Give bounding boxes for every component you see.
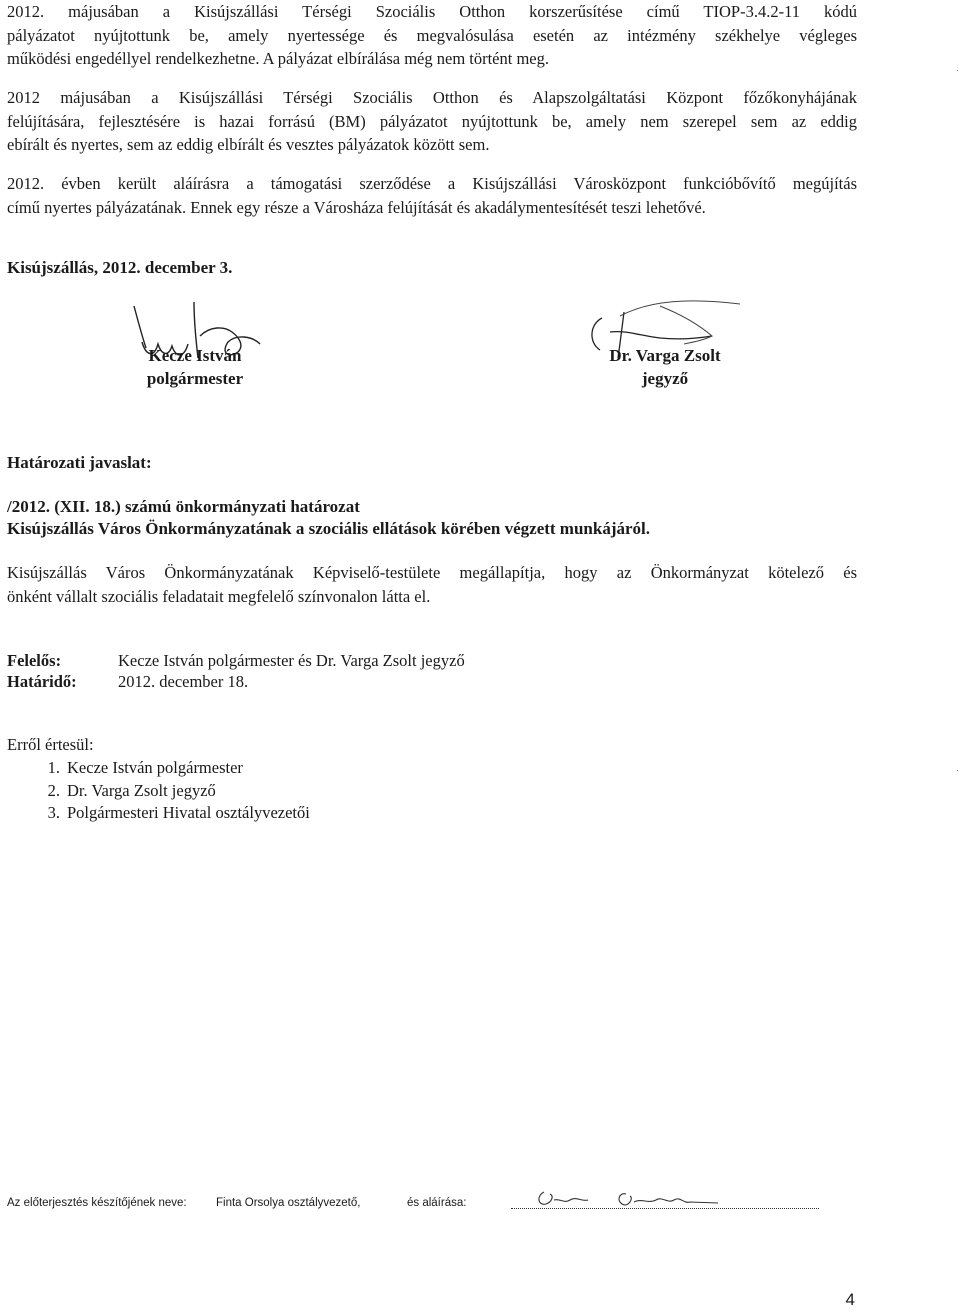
signatory-title: jegyző — [641, 369, 689, 388]
list-text: Kecze István polgármester — [67, 758, 243, 777]
list-number: 3. — [47, 803, 60, 822]
list-text: Dr. Varga Zsolt jegyző — [67, 781, 216, 800]
deadline-value: 2012. december 18. — [118, 672, 249, 691]
list-number: 2. — [47, 781, 60, 800]
deadline-label: Határidő: — [7, 672, 77, 691]
list-item — [0, 756, 243, 779]
deadline-row — [7, 670, 248, 693]
preparer-signature-graphic — [530, 1186, 730, 1214]
paragraph-line: című nyertes pályázatának. Ennek egy része a Városháza felújítását és akadálymentesítését teszi lehetővé. — [7, 197, 706, 217]
scan-speck — [957, 770, 958, 771]
paragraph-line: Kisújszállás Város Önkormányzatának Képviselő-testülete megállapítja, hogy az Önkormányzat kötelező és — [7, 563, 857, 582]
resolution-body — [7, 561, 857, 608]
place-date: Kisújszállás, 2012. december 3. — [7, 258, 233, 277]
signature-right — [580, 344, 750, 390]
paragraph-line: 2012. évben került aláírásra a támogatási szerződése a Kisújszállási Városközpont funkcióbővítő megújítás — [7, 174, 857, 193]
responsible-row — [7, 649, 465, 672]
resolution-heading: Határozati javaslat: — [7, 453, 152, 472]
notify-heading: Erről értesül: — [7, 735, 94, 754]
paragraph-line: 2012 májusában a Kisújszállási Térségi Szociális Otthon és Alapszolgáltatási Központ főzőkonyhájának — [7, 88, 857, 107]
signatory-name: Dr. Varga Zsolt — [609, 346, 721, 365]
paragraph-line: felújítására, fejlesztésére is hazai forrású (BM) pályázatot nyújtottunk be, amely nem szerepel sem az eddig — [7, 111, 857, 131]
signature-left — [110, 344, 280, 390]
list-item — [0, 801, 310, 824]
page-number: 4 — [845, 1290, 855, 1309]
resolution-number: /2012. (XII. 18.) számú önkormányzati határozat — [7, 497, 360, 516]
responsible-label: Felelős: — [7, 651, 62, 670]
signature-label: és aláírása: — [407, 1197, 467, 1209]
responsible-value: Kecze István polgármester és Dr. Varga Zsolt jegyző — [118, 651, 465, 670]
list-item — [0, 779, 216, 802]
preparer-name: Finta Orsolya osztályvezető, — [216, 1197, 361, 1209]
list-text: Polgármesteri Hivatal osztályvezetői — [67, 803, 310, 822]
paragraph-line: ebírált és nyertes, sem az eddig elbírált és vesztes pályázatok között sem. — [7, 135, 490, 154]
scan-speck — [957, 70, 958, 71]
paragraph-tiop — [7, 0, 857, 71]
paragraph-city-center — [7, 172, 857, 219]
paragraph-line: működési engedéllyel rendelkezhetne. A pályázat elbírálása még nem történt meg. — [7, 49, 550, 68]
paragraph-line: pályázatot nyújtottunk be, amely nyertessége és megvalósulása esetén az intézmény székhelye végleges — [7, 25, 857, 45]
resolution-subject: Kisújszállás Város Önkormányzatának a szociális ellátások körében végzett munkájáról. — [7, 519, 651, 538]
list-number: 1. — [47, 758, 60, 777]
preparer-label: Az előterjesztés készítőjének neve: — [7, 1197, 187, 1209]
paragraph-kitchen — [7, 86, 857, 157]
signatory-title: polgármester — [146, 369, 244, 388]
signatory-name: Kecze István — [148, 346, 242, 365]
paragraph-line: 2012. májusában a Kisújszállási Térségi Szociális Otthon korszerűsítése című TIOP-3.4.2-11 kódú — [7, 2, 857, 21]
paragraph-line: önként vállalt szociális feladatait megfelelő színvonalon látta el. — [7, 586, 431, 606]
